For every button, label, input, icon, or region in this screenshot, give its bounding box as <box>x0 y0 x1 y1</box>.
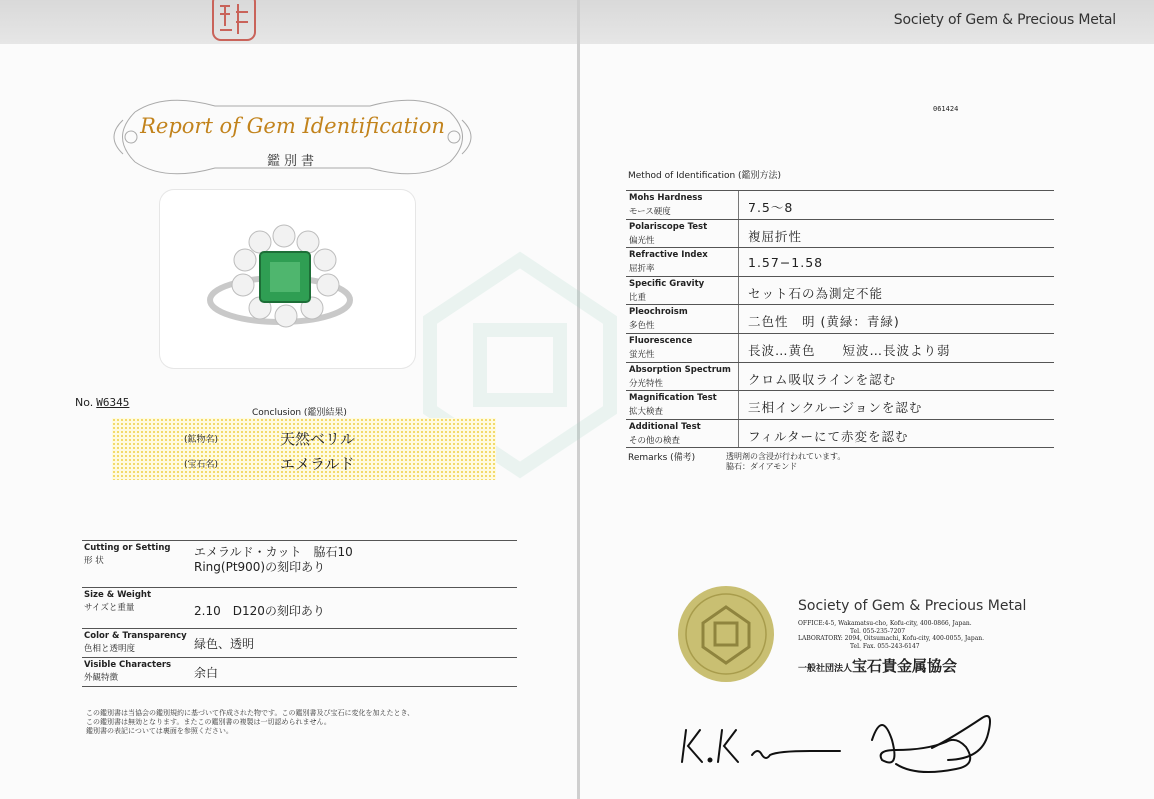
details-value: 余白 <box>194 666 219 680</box>
method-key-en: Pleochroism <box>629 307 688 318</box>
footnote <box>86 709 414 736</box>
conclusion-row <box>112 450 496 474</box>
details-value: 緑色、透明 <box>194 637 255 651</box>
method-key-en: Specific Gravity <box>629 278 705 289</box>
organization-block <box>798 598 1026 676</box>
details-key-en: Color & Transparency <box>84 631 187 641</box>
method-key-jp: 偏光性 <box>629 235 655 246</box>
method-table <box>626 190 1054 448</box>
organization-info <box>798 620 1026 650</box>
details-table <box>82 540 517 687</box>
details-key-en: Size & Weight <box>84 590 152 600</box>
method-row <box>626 391 1054 420</box>
method-row <box>626 363 1054 392</box>
details-key-jp: 色相と透明度 <box>84 644 136 654</box>
details-row <box>82 628 517 657</box>
method-value: セット石の為測定不能 <box>748 285 884 301</box>
footnote-line: この鑑別書は無効となります。またこの鑑別書の複製は一切認められません。 <box>86 718 331 726</box>
details-value: Ring(Pt900)の刻印あり <box>194 560 326 574</box>
conclusion-key: (鉱物名) <box>184 435 219 445</box>
method-key-en: Fluorescence <box>629 335 693 346</box>
organization-info-line: OFFICE:4-5, Wakamatsu-cho, Kofu-city, 400-0866, Japan. <box>798 620 972 627</box>
method-key-jp: その他の検査 <box>629 435 681 446</box>
organization-name: 宝石貴金属協会 <box>852 657 958 675</box>
details-value: エメラルド・カット 脇石10 <box>194 545 353 559</box>
handwritten-signature <box>672 700 1012 780</box>
emerald-ring-image <box>160 190 415 368</box>
serial-number: 061424 <box>933 105 959 113</box>
method-key-en: Polariscope Test <box>629 221 708 232</box>
details-row <box>82 657 517 687</box>
details-value: 2.10 D120の刻印あり <box>194 604 325 618</box>
method-key-en: Mohs Hardness <box>629 193 703 203</box>
conclusion-row <box>112 425 496 449</box>
method-value: 三相インクルージョンを認む <box>748 400 923 416</box>
report-number-label: No. <box>75 396 94 409</box>
remarks-line: 透明剤の含浸が行われています。 <box>726 452 846 461</box>
organization-info-line: LABORATORY: 2094, Oitsumachi, Kofu-city, 400-0055, Japan. <box>798 635 985 642</box>
organization-name-jp <box>798 655 1026 676</box>
remarks-line: 脇石：ダイアモンド <box>726 462 798 471</box>
details-key-jp: 外観特徴 <box>84 673 119 683</box>
method-key-jp: 多色性 <box>629 321 655 332</box>
header-brand: Society of Gem & Precious Metal <box>893 12 1116 28</box>
red-seal-stamp <box>210 0 258 44</box>
method-value: 7.5〜8 <box>748 200 794 215</box>
organization-info-line: Tel. Fax. 055-243-6147 <box>850 642 920 650</box>
title-block <box>105 92 480 182</box>
method-key-jp: 比重 <box>629 292 647 303</box>
report-number-value: W6345 <box>96 396 130 409</box>
method-key-jp: 分光特性 <box>629 378 664 389</box>
method-key-jp: 蛍光性 <box>629 349 655 360</box>
method-value: 二色性 明 (黄緑：青緑) <box>748 314 900 330</box>
method-key-jp: モース硬度 <box>629 207 671 217</box>
organization-name-en: Society of Gem & Precious Metal <box>798 598 1027 614</box>
conclusion-value: 天然ベリル <box>280 430 356 448</box>
method-value: フィルターにて赤変を認む <box>748 428 909 444</box>
gem-photo <box>160 190 415 368</box>
conclusion-value: エメラルド <box>280 455 355 473</box>
organization-prefix: 一般社団法人 <box>798 664 853 674</box>
method-key-jp: 屈折率 <box>629 264 655 275</box>
method-value: 1.57−1.58 <box>748 255 824 271</box>
method-value: 複屈折性 <box>748 228 803 244</box>
details-row <box>82 587 517 628</box>
organization-info-line: Tel. 055-235-7207 <box>850 627 906 635</box>
method-key-en: Absorption Spectrum <box>629 364 731 375</box>
method-row <box>626 191 1054 220</box>
method-row <box>626 277 1054 306</box>
method-title: Method of Identification (鑑別方法) <box>628 171 782 181</box>
remarks-label: Remarks (備考) <box>628 453 696 463</box>
method-row <box>626 220 1054 249</box>
footnote-line: この鑑別書は当協会の鑑別規約に基づいて作成された物です。この鑑別書及び宝石に変化を加えたとき、 <box>86 709 415 717</box>
method-value: 長波…黄色 短波…長波より弱 <box>748 342 951 358</box>
method-row <box>626 305 1054 334</box>
method-key-en: Refractive Index <box>629 250 708 261</box>
title-en: Report of Gem Identification <box>140 114 445 138</box>
remarks-text <box>726 452 845 472</box>
report-number <box>75 396 129 409</box>
method-row <box>626 420 1054 449</box>
details-key-jp: 形 状 <box>84 556 104 566</box>
conclusion-key: (宝石名) <box>184 460 219 470</box>
title-jp: 鑑別書 <box>266 154 318 169</box>
details-key-en: Cutting or Setting <box>84 543 171 553</box>
conclusion-label: Conclusion (鑑別結果) <box>252 408 347 418</box>
conclusion-box <box>112 418 496 480</box>
details-key-jp: サイズと重量 <box>84 603 135 613</box>
gold-medal-seal <box>677 585 775 683</box>
method-key-en: Magnification Test <box>629 393 717 404</box>
details-key-en: Visible Characters <box>84 660 172 670</box>
details-row <box>82 540 517 587</box>
method-key-jp: 拡大検査 <box>629 407 664 418</box>
method-key-en: Additional Test <box>629 421 701 432</box>
method-value: クロム吸収ラインを認む <box>748 371 897 387</box>
method-row <box>626 334 1054 363</box>
method-row <box>626 248 1054 277</box>
footnote-line: 鑑別書の表記については裏面を参照ください。 <box>86 727 233 735</box>
